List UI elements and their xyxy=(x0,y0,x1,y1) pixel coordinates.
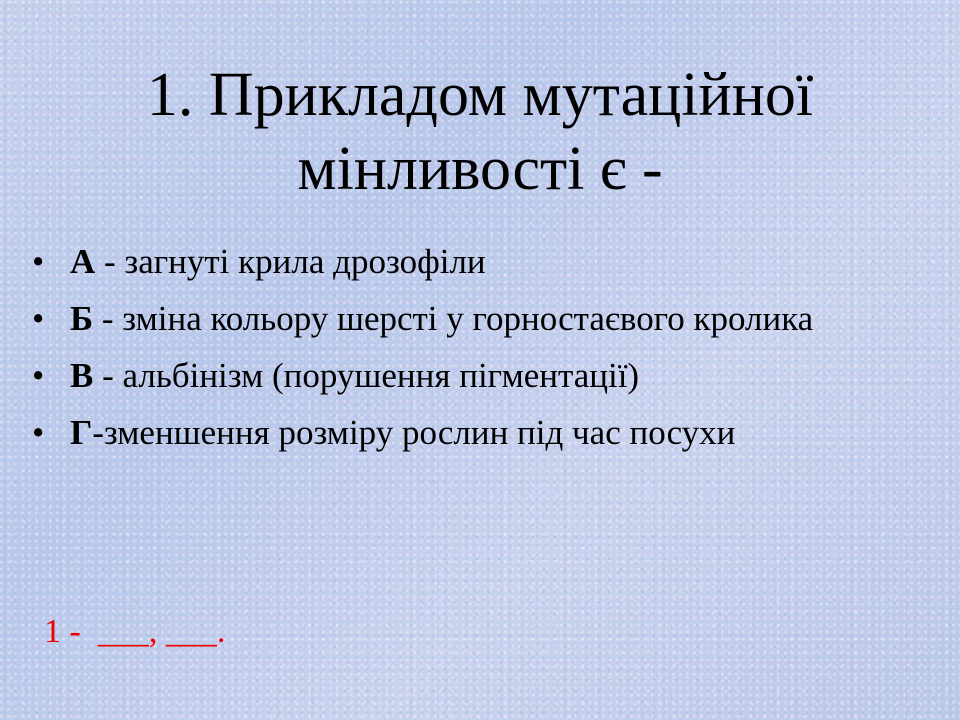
option-a xyxy=(32,240,932,284)
option-letter: А xyxy=(70,242,96,281)
option-text: -зменшення розміру рослин під час посухи xyxy=(92,413,736,452)
bullet-icon: • xyxy=(32,299,45,338)
options-list xyxy=(32,240,932,468)
slide-title xyxy=(40,58,920,206)
option-b xyxy=(32,297,932,341)
option-text: - загнуті крила дрозофіли xyxy=(95,242,486,281)
title-line-2: мінливості є - xyxy=(297,135,663,203)
option-text: - зміна кольору шерсті у горностаєвого кролика xyxy=(93,299,814,338)
answer-template: 1 - ___, ___. xyxy=(44,613,226,650)
option-c xyxy=(32,354,932,398)
option-letter: Б xyxy=(70,299,94,338)
bullet-icon: • xyxy=(32,242,45,281)
option-text: - альбінізм (порушення пігментації) xyxy=(93,356,640,395)
bullet-icon: • xyxy=(32,356,45,395)
option-letter: В xyxy=(70,356,94,395)
option-letter: Г xyxy=(70,413,93,452)
bullet-icon: • xyxy=(32,413,45,452)
option-d xyxy=(32,411,932,455)
title-line-1: 1. Прикладом мутаційної xyxy=(146,61,814,129)
